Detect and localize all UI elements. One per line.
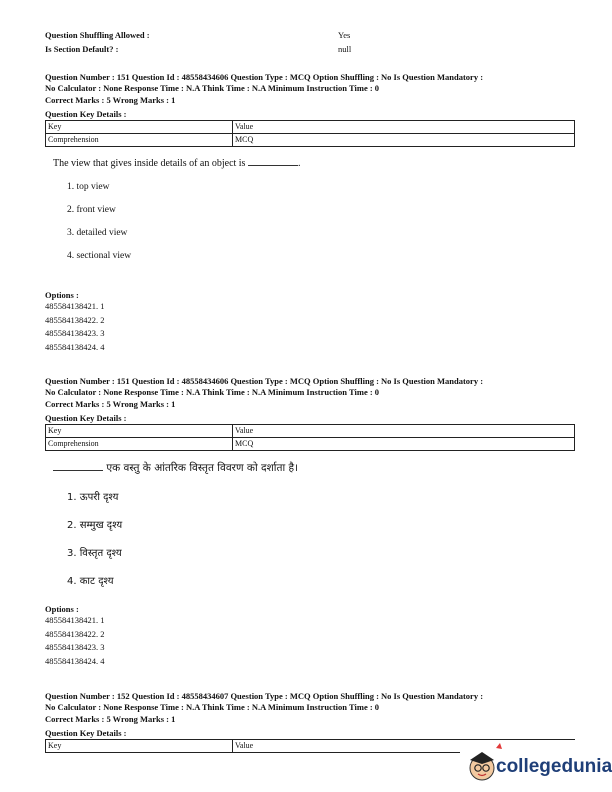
logo-text: collegedunia	[496, 756, 612, 777]
option-2: 2. front view	[67, 204, 116, 215]
question-meta	[45, 691, 575, 725]
question-key-details-title: Question Key Details :	[45, 108, 127, 119]
value-header: Value	[233, 424, 575, 437]
option-3: 3. detailed view	[67, 227, 128, 238]
option-id-3: 485584138423. 3	[45, 642, 105, 652]
question-text-end: .	[297, 157, 301, 169]
question-meta-line-2: No Calculator : None Response Time : N.A Think Time : N.A Minimum Instruction Time : 0	[45, 386, 380, 397]
option-id-1: 485584138421. 1	[45, 301, 105, 311]
question-block-1	[45, 72, 575, 261]
option-1: 1. top view	[67, 181, 110, 192]
option-id-4: 485584138424. 4	[45, 655, 105, 666]
option-4: 4. sectional view	[67, 250, 132, 261]
shuffling-label: Question Shuffling Allowed :	[45, 30, 150, 40]
key-header: Key	[46, 424, 233, 437]
key-header: Key	[46, 739, 233, 752]
shuffling-value: Yes	[338, 30, 351, 40]
question-meta-line-1: Question Number : 151 Question Id : 48558434606 Question Type : MCQ Option Shuffling : No Is Question Mandatory :	[45, 72, 484, 82]
question-marks: Correct Marks : 5 Wrong Marks : 1	[45, 95, 176, 105]
question-text	[53, 157, 575, 169]
question-text	[53, 461, 575, 475]
question-key-details-title: Question Key Details :	[45, 727, 127, 738]
key-cell: Comprehension	[46, 437, 233, 450]
answer-blank	[53, 462, 103, 471]
question-meta-line-2: No Calculator : None Response Time : N.A Think Time : N.A Minimum Instruction Time : 0	[45, 82, 380, 93]
question-meta-line-1: Question Number : 152 Question Id : 48558434607 Question Type : MCQ Option Shuffling : No Is Question Mandatory :	[45, 691, 484, 701]
section-default-label: Is Section Default? :	[45, 44, 119, 54]
option-id-2: 485584138422. 2	[45, 628, 105, 639]
option-4: 4. काट दृश्य	[67, 575, 114, 587]
value-cell: MCQ	[233, 437, 575, 450]
option-id-3: 485584138423. 3	[45, 328, 105, 338]
section-default-value: null	[338, 44, 352, 54]
question-key-table	[45, 120, 575, 147]
options-list-2	[45, 604, 575, 668]
option-2: 2. सम्मुख दृश्य	[67, 519, 123, 531]
option-id-4: 485584138424. 4	[45, 341, 105, 352]
question-marks: Correct Marks : 5 Wrong Marks : 1	[45, 714, 176, 724]
option-3: 3. विस्तृत दृश्य	[67, 547, 122, 559]
options-title: Options :	[45, 604, 79, 614]
value-cell: MCQ	[233, 133, 575, 146]
question-marks: Correct Marks : 5 Wrong Marks : 1	[45, 399, 176, 409]
option-id-1: 485584138421. 1	[45, 615, 105, 625]
question-key-table	[45, 424, 575, 451]
question-meta	[45, 72, 575, 106]
value-header: Value	[233, 120, 575, 133]
key-cell: Comprehension	[46, 133, 233, 146]
question-text-start: The view that gives inside details of an object is	[53, 157, 246, 169]
answer-blank	[248, 157, 298, 166]
options-title: Options :	[45, 290, 79, 300]
options-list-1	[45, 290, 575, 354]
option-1: 1. ऊपरी दृश्य	[67, 491, 119, 503]
question-block-2	[45, 376, 575, 587]
key-header: Key	[46, 120, 233, 133]
question-meta-line-1: Question Number : 151 Question Id : 48558434606 Question Type : MCQ Option Shuffling : No Is Question Mandatory :	[45, 376, 484, 386]
value-header: Value	[233, 739, 575, 752]
question-meta	[45, 376, 575, 410]
question-meta-line-2: No Calculator : None Response Time : N.A Think Time : N.A Minimum Instruction Time : 0	[45, 701, 380, 712]
question-text-end: एक वस्तु के आंतरिक विस्तृत विवरण को दर्शाता है।	[106, 461, 299, 474]
question-key-details-title: Question Key Details :	[45, 412, 127, 423]
option-id-2: 485584138422. 2	[45, 314, 105, 325]
